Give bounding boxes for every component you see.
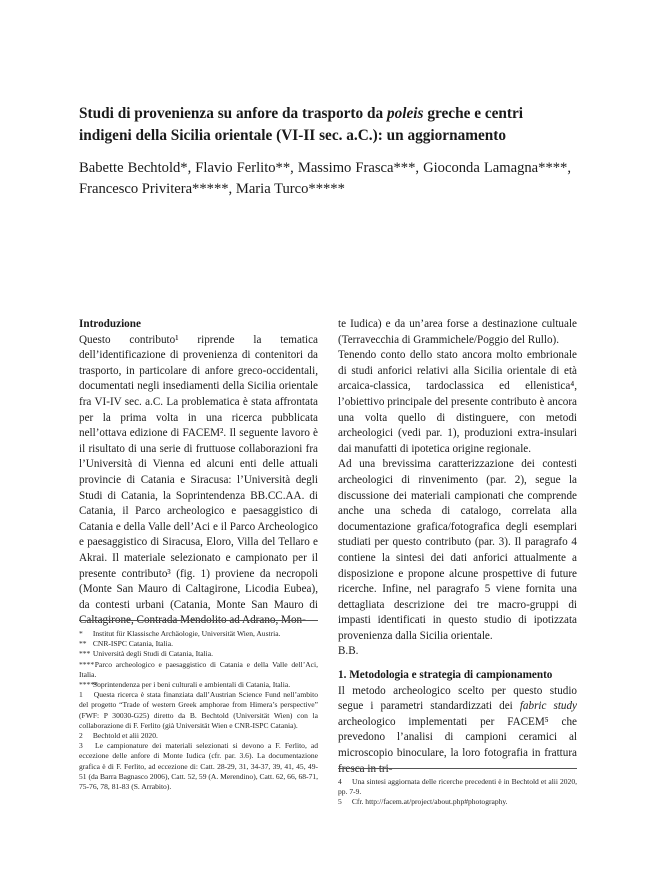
footnote — [79, 731, 318, 741]
footnote — [79, 639, 318, 649]
footnote-number: 5 — [338, 797, 342, 807]
section-1-text-a: Il metodo archeologico scelto per questo studio segue i parametri standardizzati dei — [338, 684, 577, 713]
intro-signature: B.B. — [338, 645, 359, 658]
footnote — [79, 660, 318, 680]
footnote-number: 3 — [79, 741, 83, 751]
footnotes-right — [338, 768, 577, 808]
footnote-text: Le campionature dei materiali selezionati si devono a F. Ferlito, ad eccezione delle anfore di Monte Iudica (cfr. par. 3.6). La documentazione grafica è di F. Ferlito, ad eccezione di: Catt. 28-29, 31, 34-37, 39, 41, 45, 49-51 (da Barra Bagnasco 2006), Catt. 52, 59 (A. Merendino), Catt. 62, 66, 68-71, 75-76, 78, 81-83 (S. Arrabito). — [79, 741, 318, 792]
footnote — [79, 680, 318, 690]
footnote-text: Una sintesi aggiornata delle ricerche precedenti è in Bechtold et alii 2020, pp. 7-9. — [338, 777, 577, 797]
footnote-number: * — [79, 629, 83, 638]
article-title — [79, 103, 579, 147]
left-column — [79, 317, 318, 629]
footnote-text: Università degli Studi di Catania, Italia. — [92, 649, 213, 659]
footnote-text: Soprintendenza per i beni culturali e ambientali di Catania, Italia. — [92, 680, 291, 690]
intro-paragraph-3: Ad una brevissima caratterizzazione dei contesti archeologici di rinvenimento (par. 2), segue la discussione dei materiali campionati che comprende anche una scheda di catalogo, correlata alla documentazione grafica/fotografica degli esemplari studiati per questo contributo (par. 3). Il paragrafo 4 contiene la sintesi dei dati anforici attualmente a disposizione e propone alcune prospettive di future ricerche. Infine, nel paragrafo 5 viene fornita una dettagliata descrizione dei tre macro-gruppi di impasti identificati in questo studio di ipotizzata provenienza dalla Sicilia orientale. — [338, 458, 577, 642]
footnote — [79, 649, 318, 659]
footnote — [79, 741, 318, 792]
intro-heading: Introduzione — [79, 318, 141, 330]
section-1-paragraph — [338, 684, 577, 778]
section-1-text-b: archeologico implementati per FACEM⁵ che prevedono l’analisi di campioni ceramici al microscopio binoculare, la loro fotografia in frattura fresca in tri- — [338, 715, 577, 775]
footnote-text: Institut für Klassische Archäologie, Universität Wien, Austria. — [92, 629, 281, 638]
footnotes-left — [79, 620, 318, 792]
footnote-number: 2 — [79, 731, 83, 741]
footnote — [79, 629, 318, 639]
intro-paragraph-1: Questo contributo¹ riprende la tematica dell’identificazione di provenienza di contenitori da trasporto, in particolare di anfore greco-occidentali, documentati negli insediamenti della Sicilia orientale fra VI-IV sec. a.C. La problematica è stata affrontata per la prima volta in una ricerca pubblicata nell’ottava edizione di FACEM². Il seguente lavoro è il risultato di una serie di fruttuose collaborazioni fra l’Università di Vienna ed alcuni enti delle attuali provincie di Catania e Siracusa: l’Università degli Studi di Catania, la Soprintendenza BB.CC.AA. di Catania, il Parco archeologico e paesaggistico di Catania e della Valle dell’Aci e il Parco Archeologico e paesaggistico di Siracusa, Eloro, Villa del Tellaro e Akrai. Il materiale selezionato e campionato per il presente contributo³ (fig. 1) proviene da necropoli (Monte San Mauro di Caltagirone, Licodia Eubea), da contesti urbani (Catania, Monte San Mauro di Caltagirone, Contrada Mendolito ad Adrano, Mon- — [79, 333, 318, 627]
intro-paragraph-2: Tenendo conto dello stato ancora molto embrionale di studi anforici relativi alla Sicilia orientale di età arcaica-classica, tardoclassica ed ellenistica⁴, l’obiettivo principale del presente contributo è ancora una volta quello di distinguere, con metodi archeologici (vedi par. 1), produzioni extra-insulari dai manufatti di ipotetica origine regionale. — [338, 349, 577, 455]
right-column — [338, 317, 577, 660]
footnote-number: 4 — [338, 777, 342, 786]
footnote-number: 1 — [79, 690, 83, 700]
footnote-number: ***** — [79, 680, 98, 690]
footnote-number: *** — [79, 649, 91, 659]
intro-paragraph-1-continued: te Iudica) e da un’area forse a destinazione cultuale (Terravecchia di Grammichele/Poggio del Rullo). — [338, 318, 577, 346]
title-italic: poleis — [386, 105, 424, 122]
footnote-text: CNR-ISPC Catania, Italia. — [92, 639, 173, 649]
footnote-text: Parco archeologico e paesaggistico di Catania e della Valle dell’Aci, Italia. — [79, 659, 319, 679]
footnote — [79, 690, 318, 731]
footnote-number: **** — [79, 659, 95, 669]
section-1-heading: 1. Metodologia e strategia di campionamento — [338, 669, 553, 681]
section-1-text-italic: fabric study — [519, 700, 577, 713]
title-part-2: greche e centri indigeni della Sicilia orientale (VI-II sec. a.C.): un aggiornamento — [79, 105, 524, 144]
footnote-number: ** — [79, 639, 87, 649]
title-part-1: Studi di provenienza su anfore da trasporto da — [79, 105, 387, 122]
footnote-text: Questa ricerca è stata finanziata dall’Austrian Science Fund nell’ambito del progetto “Trade of western Greek amphorae from Himera’s perspective” (FWF: P 30030-G25) diretto da B. Bechtold (Universität Wien) con la collaborazione di F. Ferlito (già Universität Wien e CNR-ISPC Catania). — [79, 690, 318, 730]
author-list: Babette Bechtold*, Flavio Ferlito**, Massimo Frasca***, Gioconda Lamagna****, Francesco Privitera*****, Maria Turco***** — [79, 160, 571, 197]
footnote — [338, 797, 577, 807]
footnote-text: Bechtold et alii 2020. — [92, 731, 158, 741]
section-1 — [338, 668, 577, 777]
footnote — [338, 777, 577, 797]
footnote-text: Cfr. http://facem.at/project/about.php#photography. — [351, 797, 508, 807]
